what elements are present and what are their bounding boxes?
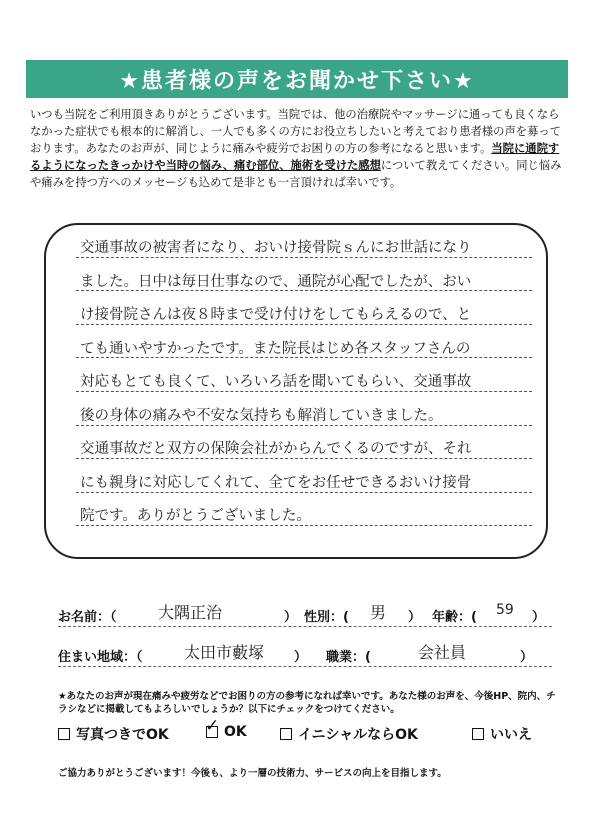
field-underline <box>58 666 552 667</box>
checkbox-no[interactable] <box>472 728 484 740</box>
checkbox-initial-ok[interactable] <box>280 728 292 740</box>
option-label: イニシャルならOK <box>298 727 418 743</box>
intro-underlined: 当院に通院するようになったきっかけや当時の悩み、痛む部位、施術を受けた感想 <box>30 142 560 172</box>
name-close: ） <box>284 610 298 625</box>
intro-paragraph <box>30 106 562 191</box>
option-ok[interactable] <box>205 716 247 740</box>
handwritten-line-3: け接骨院さんは夜８時まで受け付けをしてもらえるので、と <box>80 307 472 323</box>
job-value: 会社員 <box>418 643 467 662</box>
guide-line <box>76 492 532 493</box>
handwritten-line-1: 交通事故の被害者になり、おいけ接骨院ｓんにお世話になり <box>80 240 472 256</box>
name-label: お名前：（ <box>58 610 117 625</box>
option-label: いいえ <box>490 727 532 743</box>
option-label: 写真つきでOK <box>76 727 169 743</box>
option-initial-ok[interactable] <box>280 724 418 744</box>
handwritten-line-6: 後の身体の痛みや不安な気持ちも解消していきました。 <box>80 408 443 424</box>
guide-line <box>76 257 532 258</box>
option-no[interactable] <box>472 724 532 744</box>
field-underline <box>58 626 552 627</box>
guide-line <box>76 324 532 325</box>
name-value: 大隅正治 <box>158 603 223 622</box>
page-title-banner <box>26 60 568 98</box>
check-mark-icon: ✓ <box>205 716 220 736</box>
permission-options <box>58 716 558 746</box>
handwritten-line-9: 院です。ありがとうございました。 <box>80 508 311 524</box>
checkbox-ok[interactable] <box>205 716 220 738</box>
option-photo-ok[interactable] <box>58 724 169 744</box>
intro-text-2: について教えてください。同じ悩みや痛みを持つ方へのメッセージも込めて是非とも一言頂ければ幸いです。 <box>30 159 562 189</box>
gender-close: ） <box>408 610 422 625</box>
age-value: 59 <box>496 602 514 618</box>
permission-note: ★あなたのお声が現在痛みや疲労などでお困りの方の参考になれば幸いです。あなた様のお声を、今後HP、院内、チラシなどに掲載してもよろしいでしょうか？以下にチェックをつけてください。 <box>58 691 556 715</box>
intro-text-1: いつも当院をご利用頂きありがとうございます。当院では、他の治療院やマッサージに通っても良くならなかった症状でも根本的に解消し、一人でも多くの方にお役立ちしたいと考えており患者様の声を募っております。あなたのお声が、同じように痛みや疲労でお困りの方の参考になると思います。 <box>30 108 561 155</box>
guide-line <box>76 458 532 459</box>
handwritten-line-2: ました。日中は毎日仕事なので、通院が心配でしたが、おい <box>80 274 472 290</box>
gender-label: 性別：( <box>304 610 349 625</box>
handwritten-line-7: 交通事故だと双方の保険会社がからんでくるのですが、それ <box>80 441 472 457</box>
guide-line <box>76 525 532 526</box>
area-close: ） <box>294 650 308 665</box>
guide-line <box>76 391 532 392</box>
job-label: 職業：( <box>326 650 371 665</box>
handwritten-line-5: 対応もとても良くて、いろいろ話を聞いてもらい、交通事故 <box>80 374 472 390</box>
guide-line <box>76 425 532 426</box>
footer-thanks: ご協力ありがとうございます！今後も、より一層の技術力、サービスの向上を目指します。 <box>58 768 447 779</box>
age-label: 年齢：( <box>432 610 477 625</box>
handwritten-line-8: にも親身に対応してくれて、全てをお任せできるおいけ接骨 <box>80 475 472 491</box>
age-close: ） <box>532 610 546 625</box>
job-close: ） <box>520 650 534 665</box>
handwritten-line-4: ても通いやすかったです。また院長はじめ各スタッフさんの <box>80 341 471 357</box>
checkbox-photo-ok[interactable] <box>58 728 70 740</box>
page-title: ★患者様の声をお聞かせ下さい★ <box>119 68 475 94</box>
area-value: 太田市藪塚 <box>184 643 265 662</box>
gender-value: 男 <box>370 603 387 622</box>
option-label: OK <box>224 724 247 740</box>
area-label: 住まい地域：（ <box>58 650 143 665</box>
